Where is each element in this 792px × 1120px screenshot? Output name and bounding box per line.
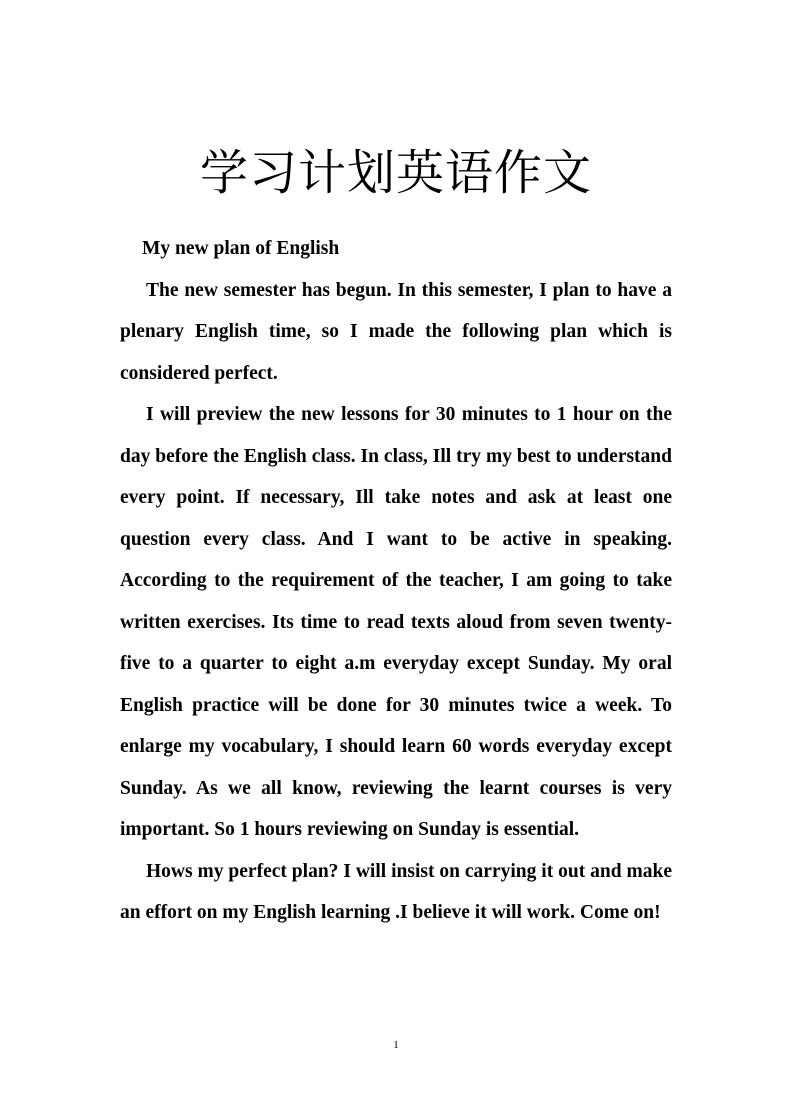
paragraph-1: The new semester has begun. In this semester, I plan to have a plenary English time, so I made the following plan which is considered perfect. bbox=[120, 279, 672, 384]
paragraph-2: I will preview the new lessons for 30 minutes to 1 hour on the day before the English class. In class, Ill try my best to understand every point. If necessary, Ill take notes and ask at least one question every class. And I want to be active in speaking. According to the requirement of the teacher, I am going to take written exercises. Its time to read texts aloud from seven twenty-five to a quarter to eight a.m everyday except Sunday. My oral English practice will be done for 30 minutes twice a week. To enlarge my vocabulary, I should learn 60 words everyday except Sunday. As we all know, reviewing the learnt courses is very important. So 1 hours reviewing on Sunday is essential. bbox=[120, 404, 672, 840]
page-number: 1 bbox=[393, 1039, 399, 1051]
document-title: 学习计划英语作文 bbox=[199, 145, 592, 201]
essay-heading: My new plan of English bbox=[142, 238, 340, 259]
essay-body bbox=[120, 228, 672, 934]
paragraph-3: Hows my perfect plan? I will insist on carrying it out and make an effort on my English learning .I believe it will work. Come on! bbox=[120, 860, 672, 923]
